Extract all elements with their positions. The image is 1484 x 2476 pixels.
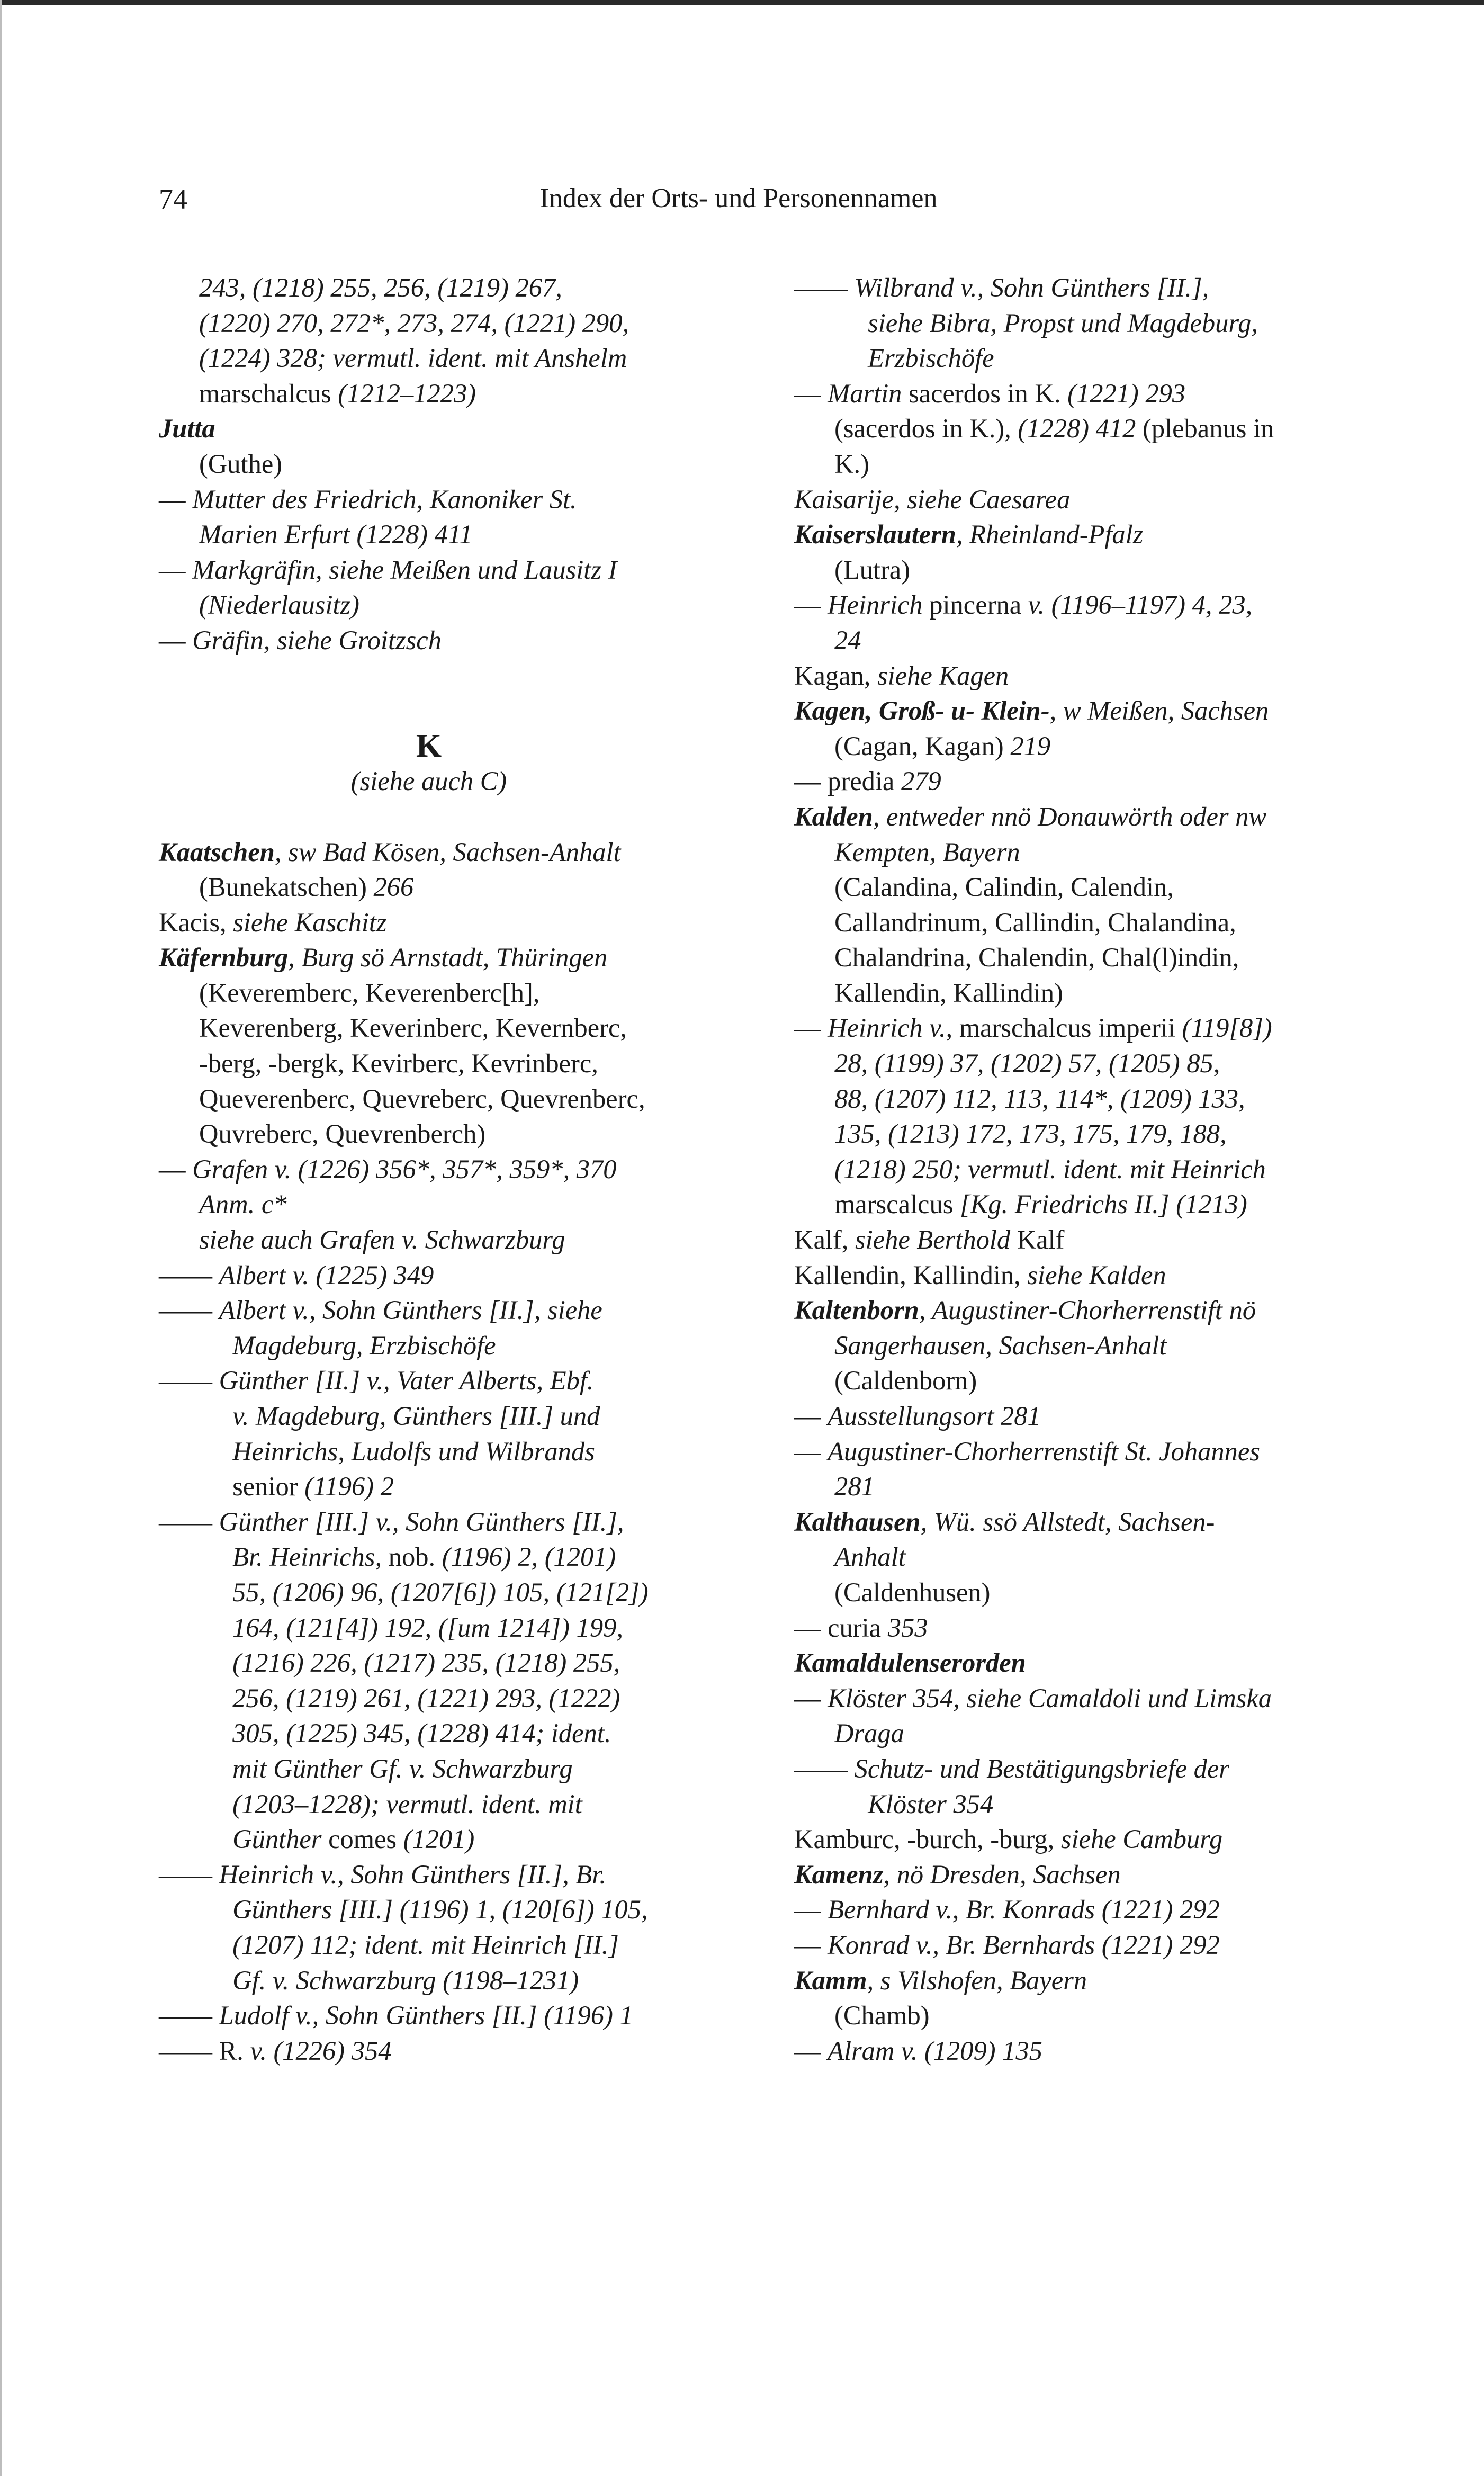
index-continuation-line: senior (1196) 2 <box>199 1472 394 1502</box>
index-entry-line: —— Schutz- und Bestätigungsbriefe der <box>794 1753 1229 1783</box>
index-continuation-line: (Caldenborn) <box>834 1366 977 1396</box>
index-continuation-line: 281 <box>834 1472 875 1502</box>
index-entry-line: Kagan, siehe Kagen <box>794 660 1009 690</box>
index-continuation-line: Günthers [III.] (1196) 1, (120[6]) 105, <box>199 1895 648 1925</box>
index-entry-line: — predia 279 <box>794 766 941 796</box>
index-continuation-line: Anhalt <box>834 1542 906 1572</box>
blank-line <box>159 799 699 835</box>
index-continuation-line: Magdeburg, Erzbischöfe <box>199 1330 496 1360</box>
index-entry-line: Kaiserslautern, Rheinland-Pfalz <box>794 519 1144 550</box>
index-entry-line: — Heinrich pincerna v. (1196–1197) 4, 23, <box>794 590 1253 620</box>
index-entry-line: Kallendin, Kallindin, siehe Kalden <box>794 1260 1166 1290</box>
index-entry-line: Kalf, siehe Berthold Kalf <box>794 1225 1065 1255</box>
index-continuation-line: (Caldenhusen) <box>834 1577 991 1607</box>
index-entry-line: —— Heinrich v., Sohn Günthers [II.], Br. <box>159 1859 606 1889</box>
page-header <box>159 183 1318 225</box>
index-entry-line: — Alram v. (1209) 135 <box>794 2035 1042 2066</box>
index-continuation-line: (Guthe) <box>199 448 283 479</box>
index-entry-line: Kaisarije, siehe Caesarea <box>794 484 1071 514</box>
index-entry-line: Käfernburg, Burg sö Arnstadt, Thüringen <box>159 943 608 973</box>
index-continuation-line: (1220) 270, 272*, 273, 274, (1221) 290, <box>199 308 629 338</box>
index-continuation-line: marscalcus [Kg. Friedrichs II.] (1213) <box>834 1189 1247 1219</box>
index-entry-line: —— Günther [II.] v., Vater Alberts, Ebf. <box>159 1366 594 1396</box>
index-entry-line: — Gräfin, siehe Groitzsch <box>159 625 442 655</box>
index-entry-line: —— R. v. (1226) 354 <box>159 2035 392 2066</box>
index-entry-line: — curia 353 <box>794 1612 928 1643</box>
index-continuation-line: 24 <box>834 625 861 655</box>
index-column-left <box>159 270 699 2068</box>
index-continuation-line: 55, (1206) 96, (1207[6]) 105, (121[2]) <box>199 1577 649 1607</box>
index-entry-line: Kaatschen, sw Bad Kösen, Sachsen-Anhalt <box>159 837 621 867</box>
index-continuation-line: siehe auch Grafen v. Schwarzburg <box>199 1225 565 1255</box>
index-continuation-line: (Lutra) <box>834 554 910 585</box>
index-continuation-line: (sacerdos in K.), (1228) 412 (plebanus in <box>834 414 1274 444</box>
index-entry-line: Kamburc, -burch, -burg, siehe Camburg <box>794 1824 1223 1854</box>
section-letter: K <box>416 728 442 764</box>
blank-line <box>159 658 699 694</box>
index-entry-line: Jutta <box>159 414 215 444</box>
blank-line <box>159 693 699 729</box>
index-entry-line: — Mutter des Friedrich, Kanoniker St. <box>159 484 577 514</box>
index-continuation-line: 305, (1225) 345, (1228) 414; ident. <box>199 1718 611 1748</box>
index-entry-line: — Heinrich v., marschalcus imperii (119[8]) <box>794 1013 1272 1043</box>
index-continuation-line: Marien Erfurt (1228) 411 <box>199 519 473 550</box>
section-note: (siehe auch C) <box>350 766 507 796</box>
index-continuation-line: Quvreberc, Quevrenberch) <box>199 1119 486 1149</box>
index-continuation-line: (1224) 328; vermutl. ident. mit Anshelm <box>199 343 627 373</box>
index-continuation-line: Draga <box>834 1718 904 1748</box>
index-entry-line: — Ausstellungsort 281 <box>794 1401 1041 1431</box>
index-continuation-line: 256, (1219) 261, (1221) 293, (1222) <box>199 1683 620 1713</box>
index-continuation-line: Heinrichs, Ludolfs und Wilbrands <box>199 1436 595 1466</box>
index-entry-line: —— Wilbrand v., Sohn Günthers [II.], <box>794 273 1209 302</box>
index-continuation-line: -berg, -bergk, Kevirberc, Kevrinberc, <box>199 1048 598 1079</box>
index-continuation-line: Erzbischöfe <box>834 343 994 373</box>
index-entry-line: — Konrad v., Br. Bernhards (1221) 292 <box>794 1930 1220 1960</box>
index-continuation-line: (Bunekatschen) 266 <box>199 872 414 902</box>
index-continuation-line: siehe Bibra, Propst und Magdeburg, <box>834 308 1258 338</box>
index-continuation-line: (Cagan, Kagan) 219 <box>834 731 1051 761</box>
index-entry-line: Kalden, entweder nnö Donauwörth oder nw <box>794 801 1267 831</box>
index-entry-line: Kagen, Groß- u- Klein-, w Meißen, Sachsen <box>794 696 1269 726</box>
index-continuation-line: Queverenberc, Quevreberc, Quevrenberc, <box>199 1083 645 1114</box>
index-column-right <box>794 270 1345 2068</box>
index-entry-line: Kamm, s Vilshofen, Bayern <box>794 1965 1087 1995</box>
index-continuation-line: Kempten, Bayern <box>834 837 1020 867</box>
index-continuation-line: Chalandrina, Chalendin, Chal(l)indin, <box>834 943 1239 973</box>
index-continuation-line: Gf. v. Schwarzburg (1198–1231) <box>199 1965 579 1995</box>
index-entry-line: Kamenz, nö Dresden, Sachsen <box>794 1859 1121 1889</box>
index-entry-line: — Grafen v. (1226) 356*, 357*, 359*, 370 <box>159 1154 617 1184</box>
index-continuation-line: 164, (121[4]) 192, ([um 1214]) 199, <box>199 1612 623 1643</box>
index-continuation-line: Klöster 354 <box>834 1789 994 1819</box>
index-entry-line: — Klöster 354, siehe Camaldoli und Limska <box>794 1683 1272 1713</box>
index-entry-line: — Augustiner-Chorherrenstift St. Johannes <box>794 1436 1260 1466</box>
index-continuation-line: 135, (1213) 172, 173, 175, 179, 188, <box>834 1119 1227 1149</box>
index-entry-line: — Martin sacerdos in K. (1221) 293 <box>794 378 1186 408</box>
index-entry-line: Kaltenborn, Augustiner-Chorherrenstift nö <box>794 1295 1256 1325</box>
index-continuation-line: (Niederlausitz) <box>199 590 359 620</box>
index-continuation-line: 28, (1199) 37, (1202) 57, (1205) 85, <box>834 1048 1220 1079</box>
index-continuation-line: mit Günther Gf. v. Schwarzburg <box>199 1753 573 1783</box>
scan-edge-top <box>0 0 1484 5</box>
index-continuation-line: (1207) 112; ident. mit Heinrich [II.] <box>199 1930 619 1960</box>
index-continuation-line: (Calandina, Calindin, Calendin, <box>834 872 1174 902</box>
scan-edge-left <box>0 0 2 2476</box>
index-entry-line: —— Günther [III.] v., Sohn Günthers [II.], <box>159 1506 624 1537</box>
index-entry-line: Kamaldulenserorden <box>794 1648 1026 1678</box>
index-continuation-line: (1216) 226, (1217) 235, (1218) 255, <box>199 1648 620 1678</box>
running-title: Index der Orts- und Personennamen <box>539 183 938 213</box>
index-continuation-line: K.) <box>834 448 869 479</box>
index-continuation-line: Anm. c* <box>199 1189 287 1219</box>
index-continuation-line: (1203–1228); vermutl. ident. mit <box>199 1789 582 1819</box>
index-continuation-line: v. Magdeburg, Günthers [III.] und <box>199 1401 600 1431</box>
index-entry-line: — Markgräfin, siehe Meißen und Lausitz I <box>159 554 617 585</box>
index-continuation-line: 88, (1207) 112, 113, 114*, (1209) 133, <box>834 1083 1245 1114</box>
index-continuation-line: Keverenberg, Keverinberc, Kevernberc, <box>199 1013 627 1043</box>
index-continuation-line: Kallendin, Kallindin) <box>834 977 1063 1008</box>
index-continuation-line: (Keveremberc, Keverenberc[h], <box>199 977 540 1008</box>
index-continuation-line: 243, (1218) 255, 256, (1219) 267, <box>199 273 562 302</box>
index-entry-line: —— Ludolf v., Sohn Günthers [II.] (1196) 1 <box>159 2000 633 2031</box>
index-continuation-line: (Chamb) <box>834 2000 930 2031</box>
index-entry-line: Kalthausen, Wü. ssö Allstedt, Sachsen- <box>794 1506 1215 1537</box>
index-continuation-line: Br. Heinrichs, nob. (1196) 2, (1201) <box>199 1542 616 1572</box>
page-number: 74 <box>159 183 187 215</box>
index-entry-line: Kacis, siehe Kaschitz <box>159 907 387 937</box>
index-continuation-line: Günther comes (1201) <box>199 1824 475 1854</box>
index-continuation-line: marschalcus (1212–1223) <box>199 378 476 408</box>
index-continuation-line: Sangerhausen, Sachsen-Anhalt <box>834 1330 1167 1360</box>
index-entry-line: — Bernhard v., Br. Konrads (1221) 292 <box>794 1895 1220 1925</box>
index-continuation-line: (1218) 250; vermutl. ident. mit Heinrich <box>834 1154 1266 1184</box>
index-continuation-line: Callandrinum, Callindin, Chalandina, <box>834 907 1236 937</box>
index-entry-line: —— Albert v. (1225) 349 <box>159 1260 434 1290</box>
index-entry-line: —— Albert v., Sohn Günthers [II.], siehe <box>159 1295 602 1325</box>
